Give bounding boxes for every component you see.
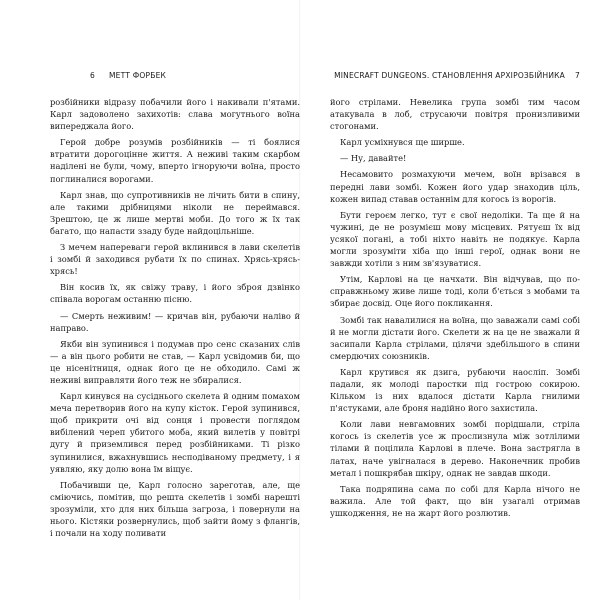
paragraph: Несамовито розмахуючи мечем, воїн врізався в передні лави зомбі. Кожен його удар знаходив ціль, кожен випад ставав останнім для когось із ворогів. — [330, 169, 580, 204]
paragraph: Герой добре розумів розбійників — ті боялися втратити дорогоцінне життя. А неживі таким скарбом наділені не були, чому, вперто ігноруючи воїна, просто поглиналися ворогами. — [50, 137, 300, 184]
paragraph: його стрілами. Невелика група зомбі тим часом атакувала в лоб, струсаючи повітря пронизливими стогонами. — [330, 97, 580, 132]
left-page-text — [50, 96, 300, 539]
left-page — [50, 70, 300, 539]
paragraph: Він косив їх, як свіжу траву, і його зброя дзвінко співала ворогам останню пісню. — [50, 282, 300, 305]
right-page-header — [330, 70, 580, 82]
left-running-head: МЕТТ ФОРБЕК — [108, 71, 167, 80]
left-page-header — [50, 70, 300, 82]
right-running-head: MINECRAFT DUNGEONS. СТАНОВЛЕННЯ АРХІРОЗБІЙНИКА — [334, 71, 566, 80]
paragraph: — Ну, давайте! — [340, 153, 407, 164]
paragraph: З мечем напереваги герой вклинився в лави скелетів і зомбі й заходився рубати їх по спинах. Хрясь-хрясь-хрясь! — [50, 242, 300, 277]
paragraph: Карл знав, що супротивників не лічить бити в спину, але такими дрібницями ніколи не переймався. Зрештою, це ж лише мертві моби. До того ж їх так багато, що напасти ззаду буде найдоцільніше. — [50, 189, 300, 236]
right-page-text — [330, 96, 580, 519]
paragraph: розбійники відразу побачили його і накивали п'ятами. Карл задоволено захихотів: слава могутнього воїна випереджала його. — [50, 97, 300, 132]
right-page — [330, 70, 580, 519]
paragraph: Карл кинувся на сусіднього скелета й одним помахом меча перетворив його на купу кісток. Герой зупинився, щоб прикрити очі від сонця і провести поглядом вибілений череп убитого моба, який вилетів у повітрі дугу й приземлився перед розбійниками. Ті різко зупинилися, вжахнувшись несподіваному предмету, і я уявляю, яку долю вона їм віщує. — [50, 391, 300, 474]
paragraph: Зомбі так навалилися на воїна, що заважали самі собі й не могли дістати його. Скелети ж на це не зважали й засипали Карла стрілами, цілячи здебільшого в спини смердючих союзників. — [330, 314, 580, 361]
paragraph: Карл крутився як дзига, рубаючи наосліп. Зомбі падали, як молоді паростки під гострою сокирою. Кільком із них вдалося дістати Карла гнилими п'ястуками, але броня надійно його захистила. — [330, 366, 580, 414]
paragraph: Така подряпина сама по собі для Карла нічого не важила. Але той факт, що він узагалі отримав ушкодження, не на жарт його розлютив. — [330, 483, 580, 518]
right-page-number: 7 — [575, 71, 580, 80]
paragraph: Утім, Карлові на це начхати. Він відчував, що по-справжньому живе лише тоді, коли б'ється з мобами та збирає досвід. Оце його покликання. — [330, 274, 580, 309]
left-page-number: 6 — [90, 71, 95, 80]
paragraph: Бути героєм легко, тут є свої недоліки. Та ще й на чужині, де не розумієш мову місцевих. Рятуєш їх від усякої погані, а тобі ніхто навіть не подякує. Карла могли зрозуміти хіба що інші герої, однак вони не завжди хотіли з ним зв'язуватися. — [330, 209, 580, 269]
paragraph: — Смерть неживим! — кричав він, рубаючи наліво й направо. — [50, 310, 300, 333]
paragraph: Коли лави невгамовних зомбі порідшали, стріла когось із скелетів усе ж прослизнула між зотлілими тілами й поцілила Карлові в плече. Вона застрягла в латах, наче увігналася в дерево. Наконечник пробив метал і пошкрябав шкіру, однак не завдав шкоди. — [330, 419, 580, 478]
paragraph: Карл усміхнувся ще ширше. — [340, 137, 465, 148]
paragraph: Якби він зупинився і подумав про сенс сказаних слів — а він цього робити не став, — Карл усвідомив би, що це нісенітниця, однак його це не обходило. Самі ж неживі виправляти його теж не збиралися. — [50, 338, 300, 385]
paragraph: Побачивши це, Карл голосно зареготав, але, ще сміючись, помітив, що решта скелетів і зомбі нарешті зрозуміли, хто для них більша загроза, і повернули на нього. Кістяки розвернулись, щоб зайти йому з флангів, і почали на ходу поливати — [50, 479, 300, 539]
